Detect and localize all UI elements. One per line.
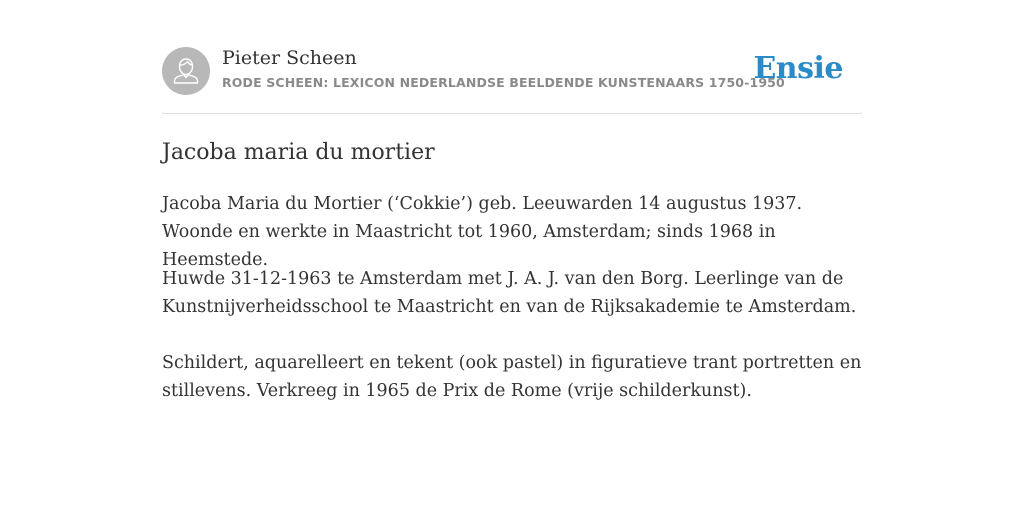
ensie-logo[interactable]: Ensie <box>753 51 843 86</box>
article-header <box>162 46 862 96</box>
article-paragraph-2: Huwde 31-12-1963 te Amsterdam met J. A. J. van den Borg. Leerlinge van de Kunstnijverheidsschool te Maastricht en van de Rijksakademie te Amsterdam. <box>162 269 857 317</box>
article-paragraph-3: Schildert, aquarelleert en tekent (ook pastel) in figuratieve trant portretten en stillevens. Verkreeg in 1965 de Prix de Rome (vrije schilderkunst). <box>162 353 862 401</box>
author-name[interactable]: Pieter Scheen <box>222 47 357 69</box>
user-icon <box>162 47 210 95</box>
header-divider <box>162 113 862 114</box>
source-title[interactable]: RODE SCHEEN: LEXICON NEDERLANDSE BEELDENDE KUNSTENAARS 1750-1950 <box>222 75 785 90</box>
article-paragraph-1: Jacoba Maria du Mortier (‘Cokkie’) geb. Leeuwarden 14 augustus 1937. Woonde en werkte in Maastricht tot 1960, Amsterdam; sinds 1968 in Heemstede. <box>162 194 803 270</box>
article-title: Jacoba maria du mortier <box>162 140 435 165</box>
author-avatar[interactable] <box>162 47 210 95</box>
